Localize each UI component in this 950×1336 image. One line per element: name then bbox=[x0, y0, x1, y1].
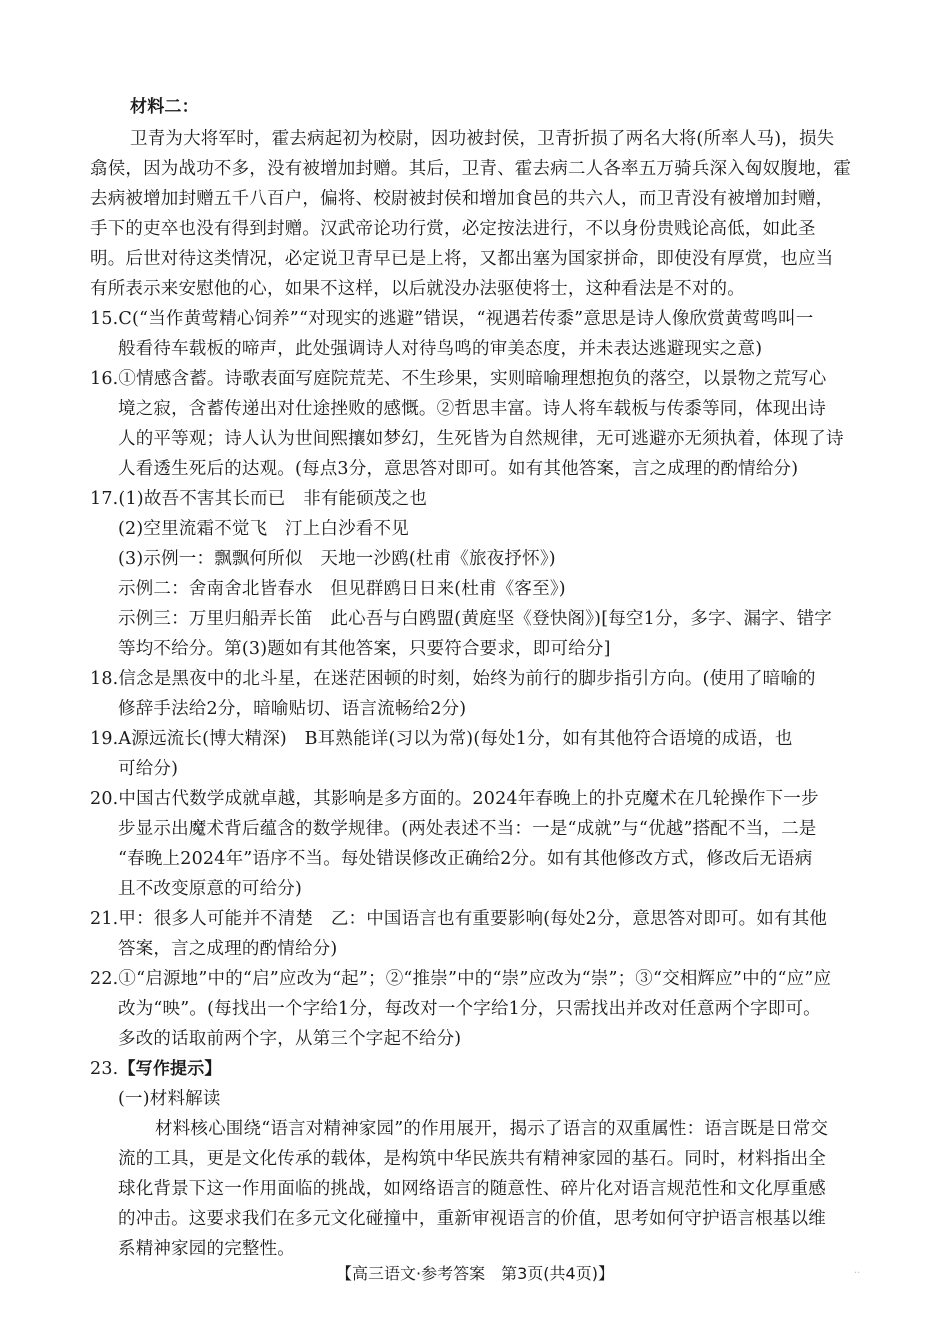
answer-17-line: 示例二：舍南舍北皆春水 但见群鸥日日来(杜甫《客至》) bbox=[118, 579, 566, 599]
answer-17-line: 示例三：万里归船弄长笛 此心吾与白鸥盟(黄庭坚《登快阁》)[每空1分，多字、漏字、错字 bbox=[118, 609, 832, 629]
answer-23-number: 23. bbox=[90, 1059, 119, 1079]
answer-23-body-line: 系精神家园的完整性。 bbox=[118, 1239, 295, 1259]
answer-18-line: 修辞手法给2分，暗喻贴切、语言流畅给2分) bbox=[118, 699, 467, 719]
material2-line: 明。后世对待这类情况，必定说卫青早已是上将，又都出塞为国家拼命，即使没有厚赏，也应当 bbox=[90, 249, 834, 269]
answer-23-body-line: 材料核心围绕“语言对精神家园”的作用展开，揭示了语言的双重属性：语言既是日常交 bbox=[155, 1119, 829, 1139]
answer-23-body-line: 的冲击。这要求我们在多元文化碰撞中，重新审视语言的价值，思考如何守护语言根基以维 bbox=[118, 1209, 826, 1229]
answer-21-line: 21.甲：很多人可能并不清楚 乙：中国语言也有重要影响(每处2分，意思答对即可。如有其他 bbox=[90, 909, 828, 929]
material2-line: 去病被增加封赠五千八百户，偏将、校尉被封侯和增加食邑的共六人，而卫青没有被增加封赠， bbox=[90, 189, 834, 209]
answer-16-line: 16.①情感含蓄。诗歌表面写庭院荒芜、不生珍果，实则暗喻理想抱负的落空，以景物之荒写心 bbox=[90, 369, 827, 389]
answer-20-line: 步显示出魔术背后蕴含的数学规律。(两处表述不当：一是“成就”与“优越”搭配不当，二是 bbox=[118, 819, 817, 839]
writing-tips-heading: 【写作提示】 bbox=[118, 1059, 222, 1079]
answer-23-body-line: 球化背景下这一作用面临的挑战，如网络语言的随意性、碎片化对语言规范性和文化厚重感 bbox=[118, 1179, 826, 1199]
answer-15-line: 15.C(“当作黄莺精心饲养”“对现实的逃避”错误，“视遇若传黍”意思是诗人像欣赏黄莺鸣叫一 bbox=[90, 309, 814, 329]
material-interpretation-heading: (一)材料解读 bbox=[118, 1089, 221, 1109]
scan-mark: ·· bbox=[854, 1268, 861, 1279]
material2-line: 有所表示来安慰他的心，如果不这样，以后就没办法驱使将士，这种看法是不对的。 bbox=[90, 279, 745, 299]
answer-17-line: (3)示例一：飘飘何所似 天地一沙鸥(杜甫《旅夜抒怀》) bbox=[118, 549, 556, 569]
answer-20-line: 且不改变原意的可给分) bbox=[118, 879, 303, 899]
answer-16-line: 人的平等观；诗人认为世间熙攘如梦幻，生死皆为自然规律，无可逃避亦无须执着，体现了诗 bbox=[118, 429, 844, 449]
answer-22-line: 多改的话取前两个字，从第三个字起不给分) bbox=[118, 1029, 462, 1049]
answer-23-heading bbox=[90, 1054, 222, 1084]
answer-16-line: 人看透生死后的达观。(每点3分，意思答对即可。如有其他答案，言之成理的酌情给分) bbox=[118, 459, 799, 479]
answer-20-line: 20.中国古代数学成就卓越，其影响是多方面的。2024年春晚上的扑克魔术在几轮操作下一步 bbox=[90, 789, 819, 809]
answer-22-line: 22.①“启源地”中的“启”应改为“起”；②“推崇”中的“崇”应改为“崇”；③“交相辉应”中的“应”应 bbox=[90, 969, 832, 989]
answer-23-body-line: 流的工具，更是文化传承的载体，是构筑中华民族共有精神家园的基石。同时，材料指出全 bbox=[118, 1149, 826, 1169]
answer-15-line: 般看待车载板的啼声，此处强调诗人对待鸟鸣的审美态度，并未表达逃避现实之意) bbox=[118, 339, 763, 359]
answer-18-line: 18.信念是黑夜中的北斗星，在迷茫困顿的时刻，始终为前行的脚步指引方向。(使用了暗喻的 bbox=[90, 669, 816, 689]
material2-line: 手下的吏卒也没有得到封赠。汉武帝论功行赏，必定按法进行，不以身份贵贱论高低，如此圣 bbox=[90, 219, 816, 239]
answer-20-line: “春晚上2024年”语序不当。每处错误修改正确给2分。如有其他修改方式，修改后无语病 bbox=[118, 849, 813, 869]
material2-heading: 材料二： bbox=[130, 97, 199, 117]
material2-line: 卫青为大将军时，霍去病起初为校尉，因功被封侯，卫青折损了两名大将(所率人马)，损失 bbox=[130, 129, 835, 149]
answer-19-line: 19.A源远流长(博大精深) B耳熟能详(习以为常)(每处1分，如有其他符合语境的成语，也 bbox=[90, 729, 793, 749]
answer-17-line: 17.(1)故吾不害其长而已 非有能硕茂之也 bbox=[90, 489, 428, 509]
answer-16-line: 境之寂，含蓄传递出对仕途挫败的感慨。②哲思丰富。诗人将车载板与传黍等同，体现出诗 bbox=[118, 399, 826, 419]
answer-17-line: (2)空里流霜不觉飞 汀上白沙看不见 bbox=[118, 519, 409, 539]
answer-19-line: 可给分) bbox=[118, 759, 179, 779]
material2-line: 翕侯，因为战功不多，没有被增加封赠。其后，卫青、霍去病二人各率五万骑兵深入匈奴腹地，霍 bbox=[90, 159, 852, 179]
answer-17-line: 等均不给分。第(3)题如有其他答案，只要符合要求，即可给分] bbox=[118, 639, 611, 659]
page-footer: 【高三语文·参考答案 第3页(共4页)】 bbox=[336, 1264, 614, 1283]
answer-22-line: 改为“映”。(每找出一个字给1分，每改对一个字给1分，只需找出并改对任意两个字即可。 bbox=[118, 999, 821, 1019]
answer-21-line: 答案，言之成理的酌情给分) bbox=[118, 939, 338, 959]
